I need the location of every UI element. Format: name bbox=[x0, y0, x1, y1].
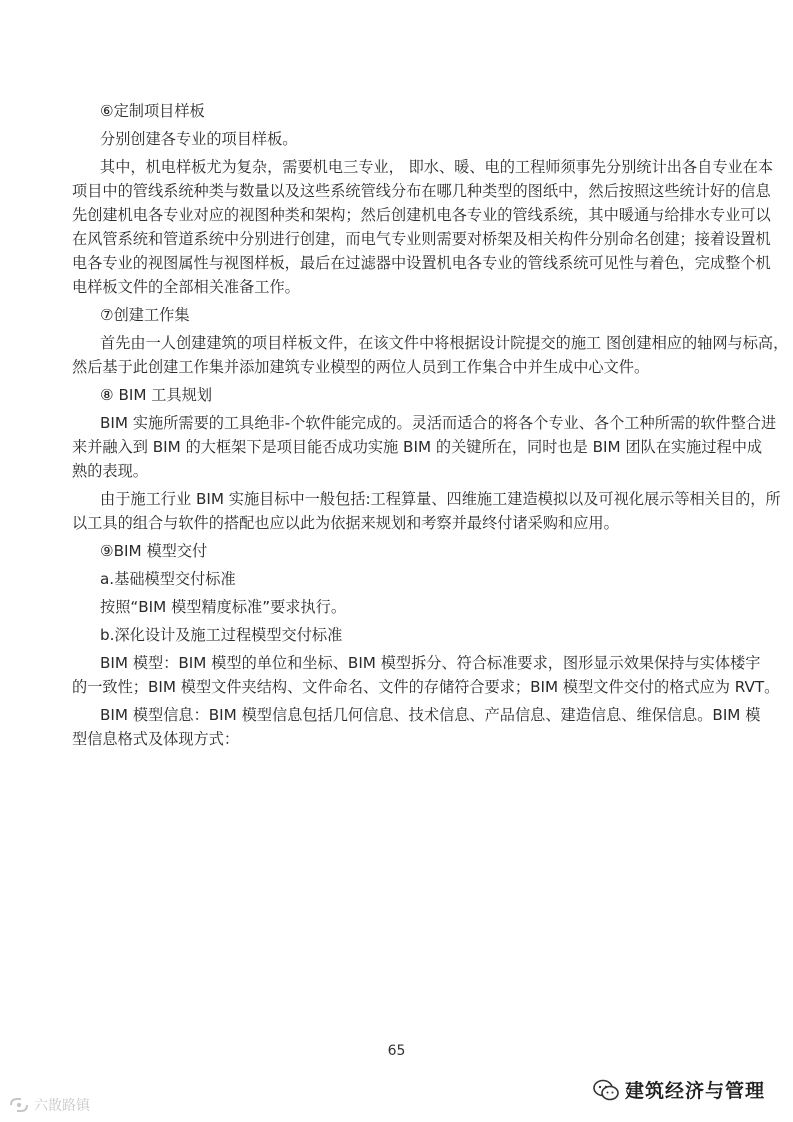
brand-logo-icon bbox=[8, 1096, 30, 1114]
text-line: 型信息格式及体现方式： bbox=[72, 730, 240, 748]
paragraph bbox=[72, 411, 777, 483]
text-line: BIM 实施所需要的工具绝非-个软件能完成的。灵活而适合的将各个专业、各个工种所需的软件整合进 bbox=[100, 414, 777, 432]
paragraph bbox=[72, 331, 789, 379]
watermark-right-text: 建筑经济与管理 bbox=[624, 1080, 765, 1102]
text-line: 在风管系统和管道系统中分别进行创建，而电气专业则需要对桥架及相关构件分别命名创建；接着设置机 bbox=[72, 230, 771, 248]
text-line: 项目中的管线系统种类与数量以及这些系统管线分布在哪几种类型的图纸中，然后按照这些统计好的信息 bbox=[72, 182, 771, 200]
watermark-right bbox=[593, 1076, 765, 1103]
text-line: ⑥定制项目样板 bbox=[100, 102, 205, 120]
text-line: ⑨BIM 模型交付 bbox=[100, 542, 208, 560]
text-line: b.深化设计及施工过程模型交付标准 bbox=[100, 626, 343, 644]
text-line: 电各专业的视图属性与视图样板，最后在过滤器中设置机电各专业的管线系统可见性与着色，完成整个机 bbox=[72, 254, 771, 272]
text-line: 然后基于此创建工作集并添加建筑专业模型的两位人员到工作集合中并生成中心文件。 bbox=[72, 358, 650, 376]
paragraph bbox=[72, 567, 732, 591]
page-number: 65 bbox=[387, 1043, 406, 1059]
paragraph bbox=[72, 127, 732, 151]
paragraph-gap bbox=[72, 751, 732, 755]
text-line: BIM 模型：BIM 模型的单位和坐标、BIM 模型拆分、符合标准要求，图形显示效果保持与实体楼宇 bbox=[100, 654, 761, 672]
text-line: 的一致性；BIM 模型文件夹结构、文件命名、文件的存储符合要求；BIM 模型文件交付的格式应为 RVT。 bbox=[72, 678, 780, 696]
text-line: ⑧ BIM 工具规划 bbox=[100, 386, 213, 404]
paragraph bbox=[72, 623, 732, 647]
paragraph bbox=[72, 303, 732, 327]
text-line: 首先由一人创建建筑的项目样板文件，在该文件中将根据设计院提交的施工 图创建相应的轴网与标高， bbox=[100, 334, 789, 352]
text-line: 按照“BIM 模型精度标准”要求执行。 bbox=[100, 598, 347, 616]
text-line: 分别创建各专业的项目样板。 bbox=[100, 130, 298, 148]
text-line: a.基础模型交付标准 bbox=[100, 570, 236, 588]
paragraph bbox=[72, 99, 732, 123]
paragraph bbox=[72, 651, 780, 699]
watermark-left-text: 六㪚路镇 bbox=[34, 1098, 90, 1114]
paragraph bbox=[72, 383, 732, 407]
text-line: BIM 模型信息：BIM 模型信息包括几何信息、技术信息、产品信息、建造信息、维保信息。BIM 模 bbox=[100, 706, 761, 724]
paragraph bbox=[72, 703, 761, 751]
text-line: 熟的表现。 bbox=[72, 462, 148, 480]
paragraph bbox=[72, 487, 781, 535]
paragraph bbox=[72, 595, 732, 619]
paragraph bbox=[72, 539, 732, 563]
body-text bbox=[72, 99, 789, 755]
text-line: 先创建机电各专业对应的视图种类和架构；然后创建机电各专业的管线系统，其中暖通与给排水专业可以 bbox=[72, 206, 771, 224]
text-line: 以工具的组合与软件的搭配也应以此为依据来规划和考察并最终付诸采购和应用。 bbox=[72, 514, 619, 532]
text-line: 来并融入到 BIM 的大框架下是项目能否成功实施 BIM 的关键所在，同时也是 BIM 团队在实施过程中成 bbox=[72, 438, 763, 456]
wechat-icon bbox=[593, 1079, 619, 1101]
text-line: 其中，机电样板尤为复杂，需要机电三专业， 即水、暖、电的工程师须事先分别统计出各自专业在本 bbox=[100, 158, 774, 176]
paragraph bbox=[72, 155, 774, 299]
text-line: 由于施工行业 BIM 实施目标中一般包括:工程算量、四维施工建造模拟以及可视化展示等相关目的，所 bbox=[100, 490, 781, 508]
text-line: 电样板文件的全部相关准备工作。 bbox=[72, 278, 300, 296]
text-line: ⑦创建工作集 bbox=[100, 306, 190, 324]
watermark-left bbox=[8, 1095, 90, 1115]
